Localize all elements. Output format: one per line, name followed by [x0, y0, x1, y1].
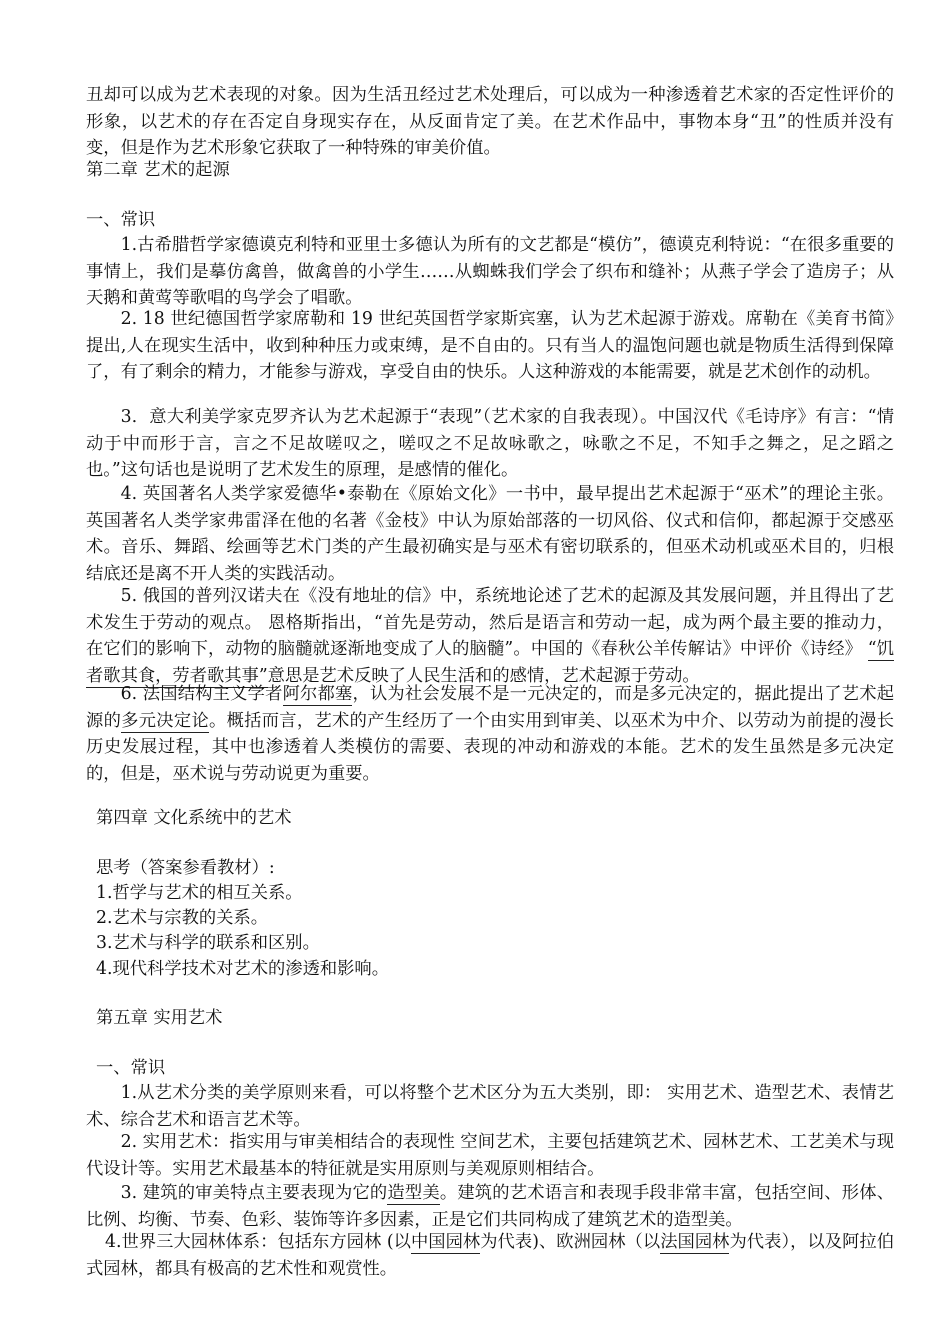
ch5-p3-text-b: 。建筑的艺术语言和表现手段非常丰富，包括空间、形体、比例、均衡、节奏、色彩、装饰等许多因素，正是它们共同构成了建筑艺术的造型美。: [86, 1183, 894, 1230]
ch5-paragraph-4: [86, 1229, 894, 1282]
ch5-p3-text-a: 3. 建筑的审美特点主要表现为它的: [120, 1183, 388, 1203]
ch4-question-2: 2.艺术与宗教的关系。: [96, 908, 269, 928]
ch2-p5-underlined-quote: “饥者歌其食，劳者歌其事”: [86, 639, 894, 687]
chapter-4-think-heading: 思考（答案参看教材）:: [96, 858, 275, 878]
ch5-p4-text-c: 为代表），以及阿拉伯式园林，都具有极高的艺术性和观赏性。: [86, 1232, 894, 1279]
ch2-paragraph-2: 2. 18 世纪德国哲学家席勒和 19 世纪英国哲学家斯宾塞，认为艺术起源于游戏。席勒在《美育书简》提出,人在现实生活中，收到种种压力或束缚，是不自由的。只有当人的温饱问题也就是物质生活得到保障了，有了剩余的精力，才能参与游戏，享受自由的快乐。人这种游戏的本能需要，就是艺术创作的动机。: [86, 309, 894, 383]
ch2-p6-text-a: 6. 法国结构主义学者: [120, 684, 283, 704]
chapter-5-title: 第五章 实用艺术: [96, 1008, 223, 1028]
ch2-p6-text-b: ，认为社会发展不是一元决定的，而是多元决定的，据此提出了艺术起源的: [86, 684, 894, 731]
ch2-p6-text-c: 。概括而言，艺术的产生经历了一个由实用到审美、以巫术为中介、以劳动为前提的漫长历史发展过程，其中也渗透着人类模仿的需要、表现的冲动和游戏的本能。艺术的发生虽然是多元决定的，但是，巫术说与劳动说更为重要。: [86, 710, 894, 785]
ch5-p4-text-a: 4.世界三大园林体系：包括东方园林 (以: [105, 1232, 411, 1252]
ch5-p4-underlined-term-1: 中国园林: [410, 1232, 481, 1252]
intro-paragraph: 丑却可以成为艺术表现的对象。因为生活丑经过艺术处理后，可以成为一种渗透着艺术家的否定性评价的形象，以艺术的存在否定自身现实存在，从反面肯定了美。在艺术作品中，事物本身“丑”的性质并没有变，但是作为艺术形象它获取了一种特殊的审美价值。: [86, 85, 894, 159]
ch5-paragraph-3: [86, 1180, 894, 1233]
ch4-question-3: 3.艺术与科学的联系和区别。: [96, 933, 320, 953]
chapter-2-section-heading: 一、常识: [86, 210, 156, 230]
ch2-p5-text-b: 意思是艺术反映了人民生活和的感情，艺术起源于劳动。: [267, 666, 700, 687]
ch2-p5-text-a: 5. 俄国的普列汉诺夫在《没有地址的信》中，系统地论述了艺术的起源及其发展问题，并且得出了艺术发生于劳动的观点。 恩格斯指出，“首先是劳动，然后是语言和劳动一起，成为两个最主要的推动力，在它们的影响下，动物的脑髓就逐渐地变成了人的脑髓”。中国的《春秋公羊传解诂》中评价《诗经》: [86, 586, 894, 660]
ch2-paragraph-3: 3．意大利美学家克罗齐认为艺术起源于“表现”（艺术家的自我表现）。中国汉代《毛诗序》有言：“情动于中而形于言，言之不足故嗟叹之，嗟叹之不足故咏歌之，咏歌之不足，不知手之舞之，足之蹈之也。”这句话也是说明了艺术发生的原理，是感情的催化。: [86, 407, 894, 481]
chapter-4-title: 第四章 文化系统中的艺术: [96, 808, 292, 828]
ch4-question-1: 1.哲学与艺术的相互关系。: [96, 883, 303, 903]
chapter-5-section-heading: 一、常识: [96, 1058, 166, 1078]
chapter-2-title: 第二章 艺术的起源: [86, 160, 230, 180]
ch2-p6-underlined-name: 阿尔都塞: [282, 684, 353, 704]
ch5-p3-underlined-term: 造型美: [387, 1183, 440, 1203]
ch2-paragraph-1: 1.古希腊哲学家德谟克利特和亚里士多德认为所有的文艺都是“模仿”，德谟克利特说：“在很多重要的事情上，我们是摹仿禽兽，做禽兽的小学生……从蜘蛛我们学会了织布和缝补；从燕子学会了造房子；从天鹅和黄莺等歌唱的鸟学会了唱歌。: [86, 235, 894, 309]
ch5-paragraph-1: 1.从艺术分类的美学原则来看，可以将整个艺术区分为五大类别，即： 实用艺术、造型艺术、表情艺术、综合艺术和语言艺术等。: [86, 1083, 894, 1130]
ch5-p4-text-b: 为代表)、欧洲园林（以: [480, 1232, 661, 1252]
ch5-p4-underlined-term-2: 法国园林: [660, 1232, 730, 1252]
ch5-paragraph-2: 2. 实用艺术：指实用与审美相结合的表现性 空间艺术，主要包括建筑艺术、园林艺术、工艺美术与现代设计等。实用艺术最基本的特征就是实用原则与美观原则相结合。: [86, 1132, 894, 1179]
ch4-question-4: 4.现代科学技术对艺术的渗透和影响。: [96, 959, 389, 979]
ch2-paragraph-6: [86, 681, 894, 788]
ch2-paragraph-4: 4. 英国著名人类学家爱德华•泰勒在《原始文化》一书中，最早提出艺术起源于“巫术”的理论主张。英国著名人类学家弗雷泽在他的名著《金枝》中认为原始部落的一切风俗、仪式和信仰，都起源于交感巫术。音乐、舞蹈、绘画等艺术门类的产生最初确实是与巫术有密切联系的，但巫术动机或巫术目的，归根结底还是离不开人类的实践活动。: [86, 484, 894, 585]
ch2-paragraph-5: [86, 583, 894, 690]
ch2-p6-underlined-term: 多元决定论: [121, 710, 210, 731]
